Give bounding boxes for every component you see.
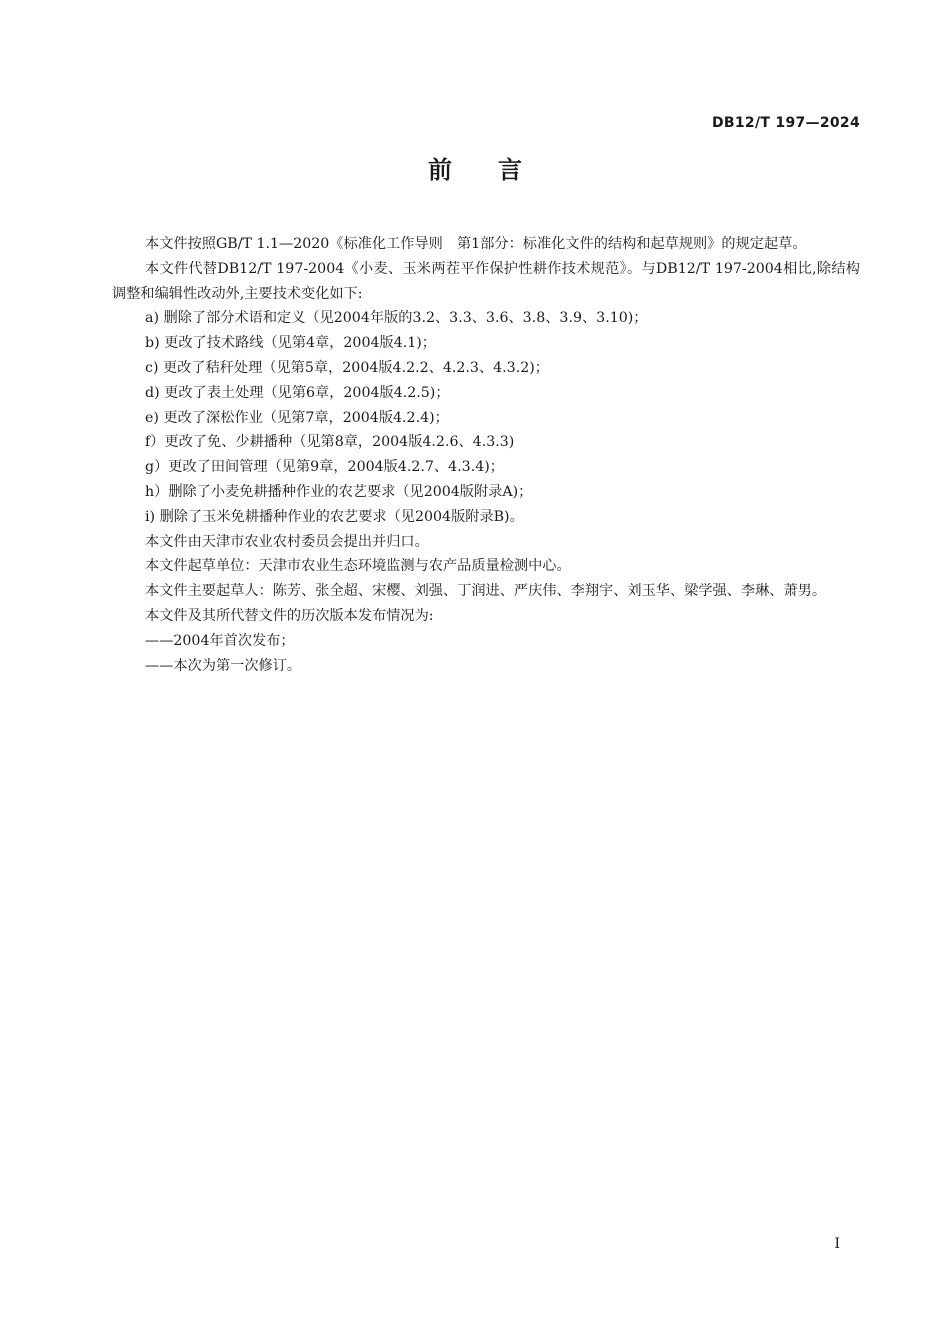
replacement-paragraph: 本文件代替DB12/T 197-2004《小麦、玉米两茬平作保护性耕作技术规范》。与DB12/T 197-2004相比,除结构调整和编辑性改动外,主要技术变化如下:	[112, 260, 860, 302]
document-code: DB12/T 197—2024	[712, 115, 860, 131]
list-item: h）删除了小麦免耕播种作业的农艺要求（见2004版附录A)；	[145, 483, 533, 500]
list-item: ——本次为第一次修订。	[145, 657, 302, 674]
drafting-basis-paragraph: 本文件按照GB/T 1.1—2020《标准化工作导则 第1部分：标准化文件的结构和起草规则》的规定起草。	[145, 236, 807, 252]
list-item: e) 更改了深松作业（见第7章，2004版4.2.4)；	[145, 409, 449, 426]
drafters-paragraph: 本文件主要起草人：陈芳、张全超、宋樱、刘强、丁润进、严庆伟、李翔宇、刘玉华、梁学强、李琳、萧男。	[145, 583, 827, 600]
proposer-paragraph: 本文件由天津市农业农村委员会提出并归口。	[145, 533, 429, 550]
list-item: i) 删除了玉米免耕播种作业的农艺要求（见2004版附录B)。	[145, 508, 524, 525]
list-item: c) 更改了秸秆处理（见第5章，2004版4.2.2、4.2.3、4.3.2)；	[145, 359, 549, 376]
drafting-unit-paragraph: 本文件起草单位：天津市农业生态环境监测与农产品质量检测中心。	[145, 558, 571, 575]
history-intro-paragraph: 本文件及其所代替文件的历次版本发布情况为:	[145, 607, 434, 624]
page-number: I	[834, 1236, 840, 1252]
list-item: d) 更改了表土处理（见第6章，2004版4.2.5)；	[145, 384, 450, 401]
changes-list	[112, 306, 860, 529]
page-title: 前言	[428, 156, 568, 184]
history-list	[112, 629, 860, 679]
list-item: ——2004年首次发布；	[145, 632, 295, 649]
foreword-content	[112, 232, 860, 678]
list-item: b) 更改了技术路线（见第4章，2004版4.1)；	[145, 335, 436, 352]
list-item: a) 删除了部分术语和定义（见2004年版的3.2、3.3、3.6、3.8、3.9、3.10)；	[145, 310, 648, 327]
list-item: f）更改了免、少耕播种（见第8章，2004版4.2.6、4.3.3)	[145, 434, 515, 451]
list-item: g）更改了田间管理（见第9章，2004版4.2.7、4.3.4)；	[145, 459, 504, 476]
